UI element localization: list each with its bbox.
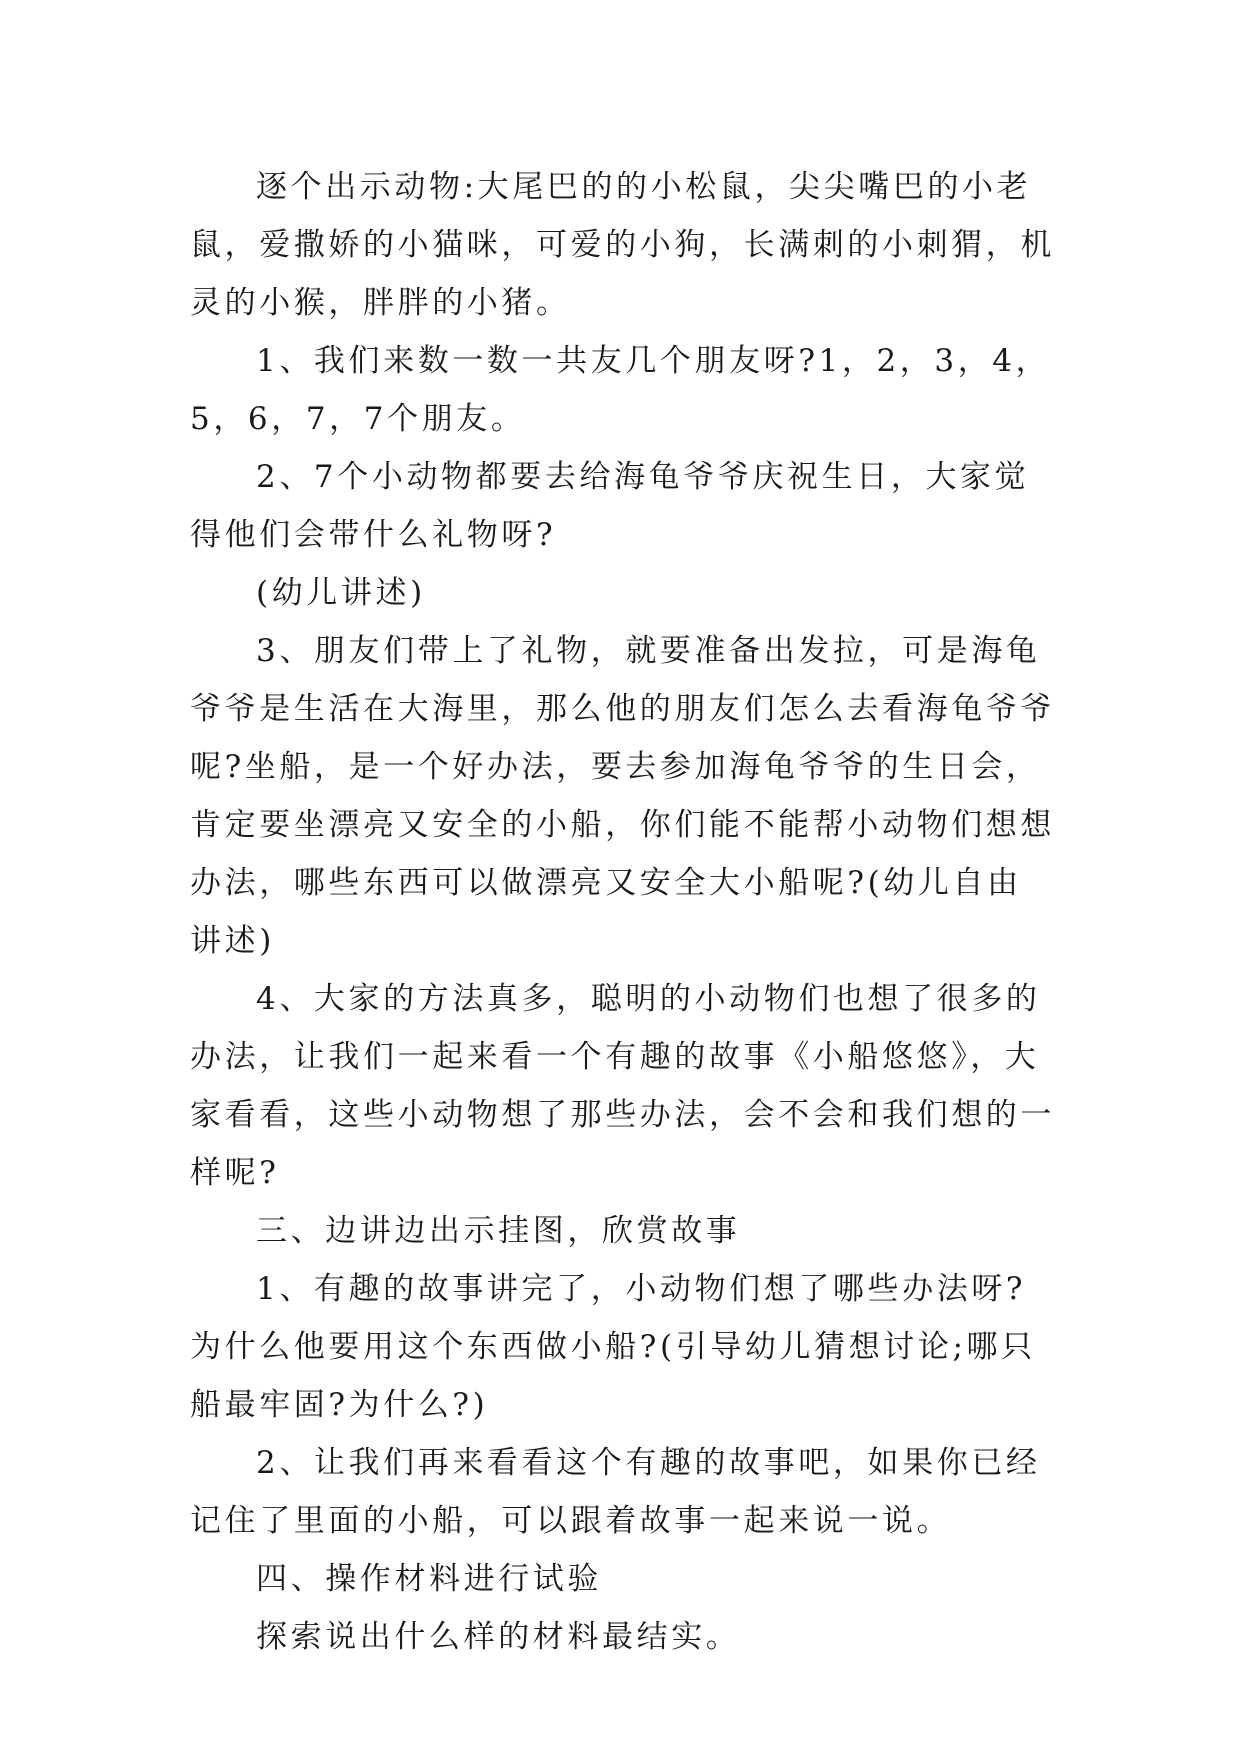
paragraph-birthday-gifts: 2、7个小动物都要去给海龟爷爷庆祝生日，大家觉得他们会带什么礼物呀? (190, 459, 1030, 553)
document-body (190, 158, 1055, 1666)
paragraph-count-friends: 1、我们来数一数一共友几个朋友呀?1，2，3，4，5，6，7，7个朋友。 (190, 343, 1051, 437)
paragraph-children-narrate: (幼儿讲述) (256, 575, 426, 611)
paragraph-explore-materials: 探索说出什么样的材料最结实。 (256, 1619, 741, 1655)
paragraph-retell-story: 2、让我们再来看看这个有趣的故事吧，如果你已经记住了里面的小船，可以跟着故事一起来说一说。 (190, 1445, 1041, 1539)
paragraph-animals-intro: 逐个出示动物:大尾巴的的小松鼠，尖尖嘴巴的小老鼠，爱撒娇的小猫咪，可爱的小狗，长满刺的小刺猬，机灵的小猴，胖胖的小猪。 (190, 169, 1055, 321)
paragraph-boat-question: 3、朋友们带上了礼物，就要准备出发拉，可是海龟爷爷是生活在大海里，那么他的朋友们怎么去看海龟爷爷呢?坐船，是一个好办法，要去参加海龟爷爷的生日会，肯定要坐漂亮又安全的小船，你们能不能帮小动物们想想办法，哪些东西可以做漂亮又安全大小船呢?(幼儿自由讲述) (190, 633, 1055, 959)
section-heading-story: 三、边讲边出示挂图，欣赏故事 (256, 1213, 741, 1249)
paragraph-story-intro: 4、大家的方法真多，聪明的小动物们也想了很多的办法，让我们一起来看一个有趣的故事《小船悠悠》，大家看看，这些小动物想了那些办法，会不会和我们想的一样呢? (190, 981, 1055, 1191)
paragraph-story-discussion: 1、有趣的故事讲完了，小动物们想了哪些办法呀?为什么他要用这个东西做小船?(引导幼儿猜想讨论;哪只船最牢固?为什么?) (190, 1271, 1036, 1423)
section-heading-experiment: 四、操作材料进行试验 (256, 1561, 602, 1597)
